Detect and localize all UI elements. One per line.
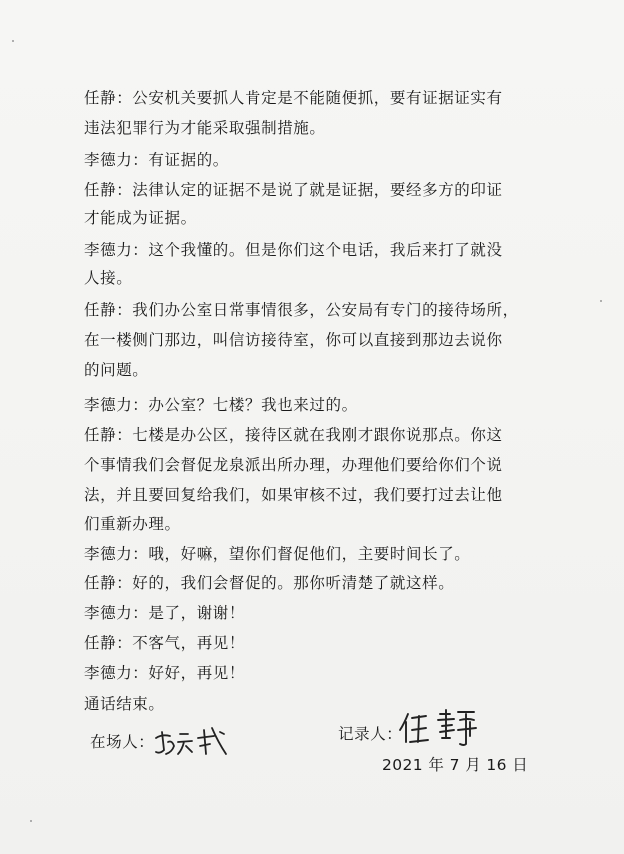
present-signature xyxy=(152,724,232,758)
scan-speck xyxy=(30,820,32,822)
transcript-line: 任静：七楼是办公区，接待区就在我刚才跟你说那点。你这 xyxy=(84,426,503,444)
scan-speck xyxy=(12,40,14,42)
transcript-line: 人接。 xyxy=(84,269,133,287)
recorder-label: 记录人： xyxy=(338,725,403,743)
transcript-line: 法，并且要回复给我们，如果审核不过，我们要打过去让他 xyxy=(84,486,503,504)
transcript-line: 通话结束。 xyxy=(84,695,165,713)
record-date: 2021 年 7 月 16 日 xyxy=(382,756,529,774)
transcript-line: 的问题。 xyxy=(84,361,149,379)
transcript-line: 李德力：好好，再见！ xyxy=(84,664,246,682)
transcript-line: 们重新办理。 xyxy=(84,515,181,533)
transcript-line: 李德力：是了，谢谢！ xyxy=(84,604,246,622)
transcript-line: 在一楼侧门那边，叫信访接待室，你可以直接到那边去说你 xyxy=(84,331,503,349)
transcript-line: 违法犯罪行为才能采取强制措施。 xyxy=(84,119,326,137)
transcript-line: 李德力：有证据的。 xyxy=(84,151,229,169)
transcript-line: 个事情我们会督促龙泉派出所办理，办理他们要给你们个说 xyxy=(84,456,503,474)
scan-speck xyxy=(600,300,602,302)
recorder-signature xyxy=(398,708,480,748)
transcript-line: 才能成为证据。 xyxy=(84,209,197,227)
transcript-line: 李德力：哦，好嘛，望你们督促他们，主要时间长了。 xyxy=(84,545,471,563)
transcript-line: 任静：我们办公室日常事情很多，公安局有专门的接待场所， xyxy=(84,301,519,319)
transcript-line: 李德力：办公室？七楼？我也来过的。 xyxy=(84,396,358,414)
transcript-line: 任静：不客气，再见！ xyxy=(84,634,246,652)
transcript-line: 李德力：这个我懂的。但是你们这个电话，我后来打了就没 xyxy=(84,241,503,259)
transcript-line: 任静：法律认定的证据不是说了就是证据，要经多方的印证 xyxy=(84,181,503,199)
transcript-line: 任静：公安机关要抓人肯定是不能随便抓，要有证据证实有 xyxy=(84,89,503,107)
transcript-line: 任静：好的，我们会督促的。那你听清楚了就这样。 xyxy=(84,574,455,592)
present-label: 在场人： xyxy=(90,733,155,751)
